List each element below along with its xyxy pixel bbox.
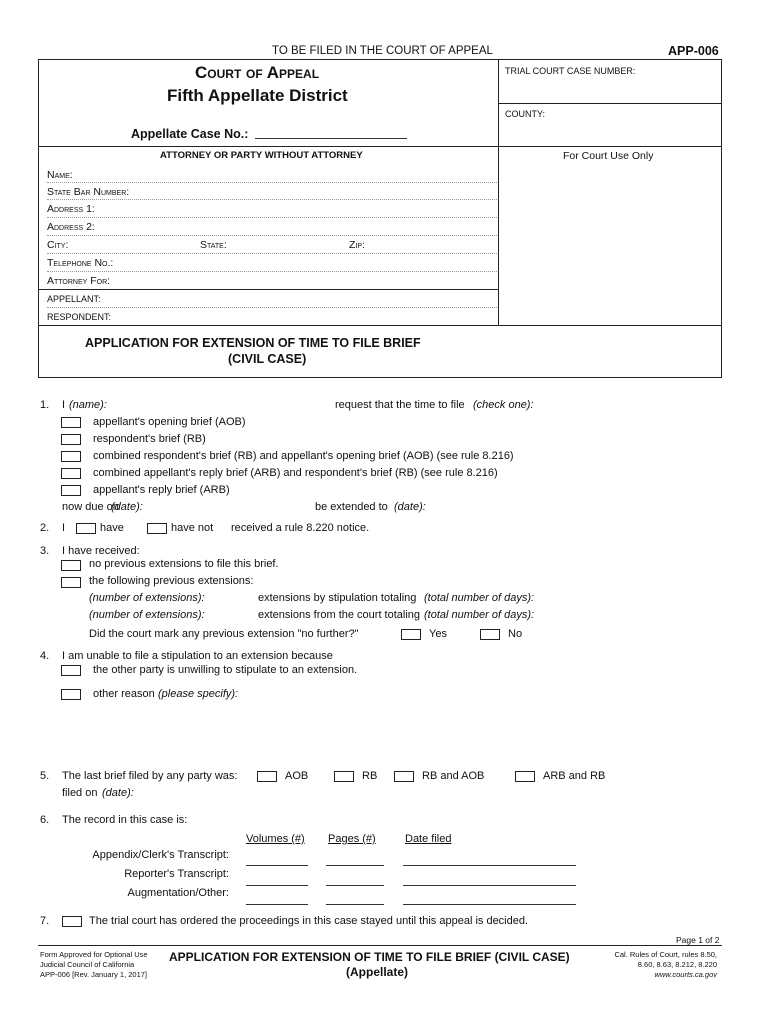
court-num-extensions: (number of extensions): [89, 609, 205, 621]
appellate-case-field[interactable] [255, 138, 407, 139]
augmentation-volumes-field[interactable] [246, 904, 308, 905]
phone-field[interactable] [47, 271, 497, 272]
other-reason-label: other reason [93, 688, 155, 700]
court-header-box [38, 59, 722, 378]
address2-label: Address 2: [47, 221, 95, 233]
no-further-yes-label: Yes [429, 628, 447, 640]
have-notice-checkbox[interactable] [76, 523, 96, 534]
bar-number-field[interactable] [47, 199, 497, 200]
appellant-label: APPELLANT: [47, 294, 101, 304]
appendix-transcript-label: Appendix/Clerk's Transcript: [92, 849, 229, 861]
attorney-section-title: ATTORNEY OR PARTY WITHOUT ATTORNEY [160, 150, 363, 161]
unwilling-checkbox[interactable] [61, 665, 81, 676]
court-box-bottom-line [38, 146, 722, 147]
record-label: The record in this case is: [62, 814, 188, 826]
appellate-case-label: Appellate Case No.: [131, 127, 249, 141]
city-state-zip-field[interactable] [47, 253, 497, 254]
augmentation-label: Augmentation/Other: [127, 887, 229, 899]
footer-subtitle: (Appellate) [346, 965, 409, 979]
revision-text: APP-006 [Rev. January 1, 2017] [40, 970, 148, 979]
arb-checkbox[interactable] [61, 485, 81, 496]
district-name: Fifth Appellate District [167, 86, 348, 105]
last-rb-aob-checkbox[interactable] [394, 771, 414, 782]
rb-aob-option-label: combined respondent's brief (RB) and appellant's opening brief (AOB) (see rule 8.216) [93, 450, 514, 462]
arb-rb-option-label: combined appellant's reply brief (ARB) and respondent's brief (RB) (see rule 8.216) [93, 467, 498, 479]
rb-option-label: respondent's brief (RB) [93, 433, 206, 445]
stip-total-days: (total number of days): [424, 592, 535, 604]
to-be-filed-heading: TO BE FILED IN THE COURT OF APPEAL [272, 45, 493, 57]
form-title: APPLICATION FOR EXTENSION OF TIME TO FILE BRIEF [85, 336, 421, 350]
unwilling-label: the other party is unwilling to stipulate to an extension. [93, 664, 358, 676]
no-previous-checkbox[interactable] [61, 560, 81, 571]
item1-number: 1. [40, 399, 50, 411]
aob-option-label: appellant's opening brief (AOB) [93, 416, 246, 428]
address1-label: Address 1: [47, 203, 95, 215]
appendix-volumes-field[interactable] [246, 865, 308, 866]
form-number: APP-006 [668, 44, 719, 58]
stip-num-extensions: (number of extensions): [89, 592, 205, 604]
stip-extensions-text: extensions by stipulation totaling [258, 592, 417, 604]
item1-i: I [62, 399, 66, 411]
website-link[interactable]: www.courts.ca.gov [654, 970, 717, 979]
last-rb-checkbox[interactable] [334, 771, 354, 782]
item2-i: I [62, 522, 66, 534]
footer-rule [38, 945, 722, 946]
filed-on-date-hint: (date): [102, 787, 134, 799]
other-reason-specify: (please specify): [158, 688, 239, 700]
last-rb-label: RB [362, 770, 378, 782]
appendix-date-field[interactable] [403, 865, 576, 866]
form-subtitle: (CIVIL CASE) [228, 352, 307, 366]
col-date-header: Date filed [405, 833, 452, 845]
arb-rb-checkbox[interactable] [61, 468, 81, 479]
rb-aob-checkbox[interactable] [61, 451, 81, 462]
col-volumes-header: Volumes (#) [246, 833, 305, 845]
reporter-pages-field[interactable] [326, 885, 384, 886]
extended-to-label: be extended to [315, 501, 388, 513]
col-pages-header: Pages (#) [328, 833, 376, 845]
item1-name-hint: (name): [69, 399, 107, 411]
now-due-label: now due on [62, 501, 119, 513]
rules-line2: 8.60, 8.63, 8.212, 8.220 [637, 960, 717, 969]
have-notice-label: have [100, 522, 124, 534]
last-aob-checkbox[interactable] [257, 771, 277, 782]
form-approved-text: Form Approved for Optional Use [40, 950, 148, 959]
item1-check-one: (check one): [473, 399, 534, 411]
attorney-for-divider [38, 289, 498, 290]
name-label: Name: [47, 169, 73, 181]
last-arb-rb-checkbox[interactable] [515, 771, 535, 782]
address2-field[interactable] [47, 235, 497, 236]
no-further-question: Did the court mark any previous extension "no further?" [89, 628, 359, 640]
reporter-volumes-field[interactable] [246, 885, 308, 886]
last-brief-label: The last brief filed by any party was: [62, 770, 238, 782]
now-due-date-hint: (date): [111, 501, 143, 513]
city-label: City: [47, 239, 69, 251]
item4-number: 4. [40, 650, 50, 662]
county-label: COUNTY: [505, 109, 546, 119]
last-arb-rb-label: ARB and RB [543, 770, 606, 782]
zip-label: Zip: [349, 239, 365, 251]
appellant-field[interactable] [47, 307, 497, 308]
stayed-checkbox[interactable] [62, 916, 82, 927]
have-not-notice-checkbox[interactable] [147, 523, 167, 534]
address1-field[interactable] [47, 217, 497, 218]
filed-on-label: filed on [62, 787, 98, 799]
no-further-yes-checkbox[interactable] [401, 629, 421, 640]
item1-request: request that the time to file [335, 399, 465, 411]
other-reason-checkbox[interactable] [61, 689, 81, 700]
rules-line1: Cal. Rules of Court, rules 8.50, [614, 950, 717, 959]
judicial-council-text: Judicial Council of California [40, 960, 135, 969]
court-use-label: For Court Use Only [563, 150, 654, 162]
footer-title: APPLICATION FOR EXTENSION OF TIME TO FILE BRIEF (CIVIL CASE) [169, 950, 570, 964]
item5-number: 5. [40, 770, 50, 782]
received-notice-text: received a rule 8.220 notice. [231, 522, 370, 534]
no-further-no-label: No [508, 628, 523, 640]
last-rb-aob-label: RB and AOB [422, 770, 485, 782]
court-box-mid-line [498, 103, 722, 104]
augmentation-pages-field[interactable] [326, 904, 384, 905]
court-extensions-text: extensions from the court totaling [258, 609, 421, 621]
court-name: Court of Appeal [195, 63, 320, 82]
other-reason-field[interactable] [93, 704, 693, 760]
item3-received: I have received: [62, 545, 140, 557]
no-further-no-checkbox[interactable] [480, 629, 500, 640]
page-number: Page 1 of 2 [676, 935, 720, 945]
item2-number: 2. [40, 522, 50, 534]
court-total-days: (total number of days): [424, 609, 535, 621]
item3-number: 3. [40, 545, 50, 557]
item4-unable: I am unable to file a stipulation to an extension because [62, 650, 333, 662]
following-previous-checkbox[interactable] [61, 577, 81, 588]
extended-to-date-hint: (date): [394, 501, 426, 513]
attorney-for-label: Attorney For: [47, 275, 111, 287]
stayed-label: The trial court has ordered the proceedings in this case stayed until this appeal is decided. [89, 915, 529, 927]
augmentation-date-field[interactable] [403, 904, 576, 905]
no-previous-label: no previous extensions to file this brief. [89, 558, 279, 570]
reporter-date-field[interactable] [403, 885, 576, 886]
trial-case-label: TRIAL COURT CASE NUMBER: [505, 66, 636, 76]
rb-checkbox[interactable] [61, 434, 81, 445]
arb-option-label: appellant's reply brief (ARB) [93, 484, 230, 496]
title-top-line [38, 325, 722, 326]
have-not-notice-label: have not [171, 522, 214, 534]
item6-number: 6. [40, 814, 50, 826]
appendix-pages-field[interactable] [326, 865, 384, 866]
state-label: State: [200, 239, 227, 251]
phone-label: Telephone No.: [47, 257, 114, 269]
respondent-label: RESPONDENT: [47, 312, 112, 322]
following-previous-label: the following previous extensions: [89, 575, 254, 587]
bar-number-label: State Bar Number: [47, 186, 130, 198]
item7-number: 7. [40, 915, 50, 927]
attorney-right-border [498, 146, 499, 326]
reporter-transcript-label: Reporter's Transcript: [124, 868, 229, 880]
name-field[interactable] [47, 182, 497, 183]
aob-checkbox[interactable] [61, 417, 81, 428]
last-aob-label: AOB [285, 770, 309, 782]
